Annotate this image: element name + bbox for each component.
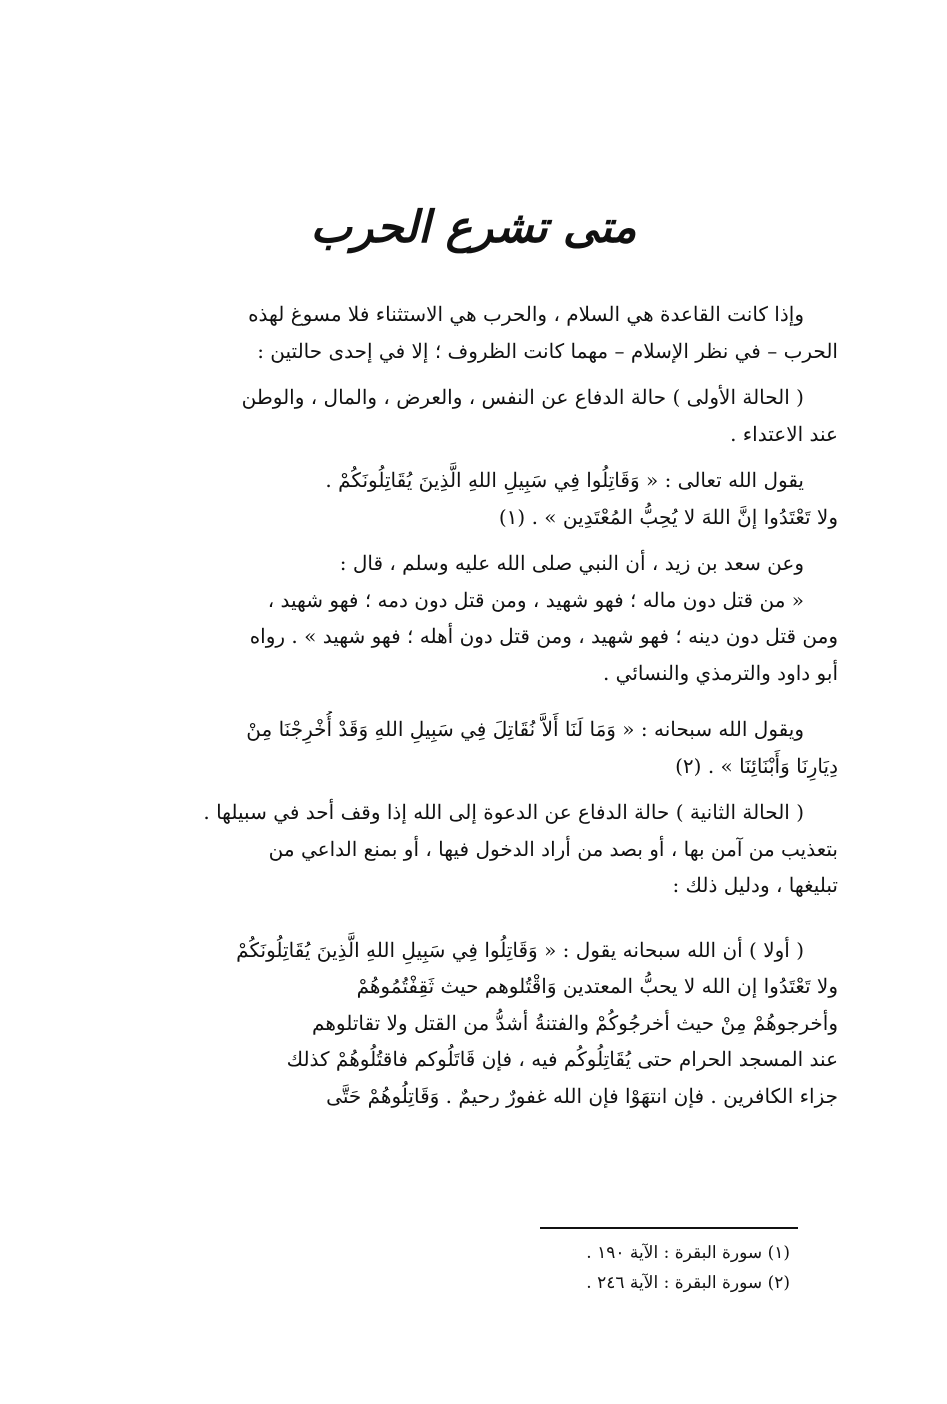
- text-line: ( أولا ) أن الله سبحانه يقول : « وَقَاتِلُوا فِي سَبِيلِ اللهِ الَّذِينَ يُقَاتِلُونَكُمْ: [236, 937, 804, 962]
- proof-paragraph: [118, 932, 838, 1115]
- text-line: وعن سعد بن زيد ، أن النبي صلى الله عليه وسلم ، قال :: [339, 551, 804, 575]
- text-line: بتعذيب من آمن بها ، أو بصد من أراد الدخول فيها ، أو بمنع الداعي من: [268, 836, 838, 861]
- case-one-paragraph: [118, 379, 838, 452]
- text-line: ( الحالة الأولى ) حالة الدفاع عن النفس ، والعرض ، والمال ، والوطن: [241, 385, 804, 409]
- case-two-paragraph: [118, 794, 838, 904]
- verse-two-paragraph: [118, 711, 838, 784]
- text-line: تبليغها ، ودليل ذلك :: [672, 873, 838, 897]
- text-line: عند المسجد الحرام حتى يُقَاتِلُوكُم فيه ، فإن قَاتَلُوكم فاقتُلُوهُمْ كذلك: [286, 1047, 838, 1071]
- page-title: متى تشرع الحرب: [310, 202, 637, 253]
- text-line: « من قتل دون ماله ؛ فهو شهيد ، ومن قتل دون دمه ؛ فهو شهيد ،: [267, 587, 804, 612]
- footnote-1: (١) سورة البقرة : الآية ١٩٠ .: [586, 1243, 790, 1263]
- text-line: ( الحالة الثانية ) حالة الدفاع عن الدعوة إلى الله إذا وقف أحد في سبيلها .: [203, 800, 804, 824]
- text-line: يقول الله تعالى : « وَقَاتِلُوا فِي سَبِيلِ اللهِ الَّذِينَ يُقَاتِلُونَكُمْ .: [325, 468, 804, 492]
- text-line: ومن قتل دون دينه ؛ فهو شهيد ، ومن قتل دون أهله ؛ فهو شهيد » . رواه: [249, 624, 838, 648]
- text-line: جزاء الكافرين . فإن انتهَوْا فإن الله غفورٌ رحيمٌ . وَقَاتِلُوهُمْ حَتَّى: [326, 1083, 838, 1108]
- text-line: وإذا كانت القاعدة هي السلام ، والحرب هي الاستثناء فلا مسوغ لهذه: [248, 302, 804, 326]
- text-line: دِيَارِنَا وَأَبْنَائِنَا » . (٢): [675, 753, 838, 778]
- body-text: [118, 296, 838, 1114]
- text-line: ويقول الله سبحانه : « وَمَا لَنَا أَلاَّ نُقَاتِلَ فِي سَبِيلِ اللهِ وَقَدْ أُخْرِجْنَا مِنْ: [246, 717, 804, 741]
- text-line: عند الاعتداء .: [730, 421, 838, 446]
- verse-one-paragraph: [118, 462, 838, 535]
- footnotes: [470, 1238, 790, 1298]
- footnote-divider: [540, 1227, 798, 1229]
- footnote-2: (٢) سورة البقرة : الآية ٢٤٦ .: [586, 1273, 790, 1293]
- text-line: ولا تَعْتَدُوا إن الله لا يحبُّ المعتدين وَاقْتُلوهم حيث ثَقِفْتُمُوهُمْ: [356, 974, 838, 998]
- text-line: أبو داود والترمذي والنسائي .: [602, 660, 838, 685]
- text-line: ولا تَعْتَدُوا إنَّ اللهَ لا يُحِبُّ المُعْتَدِين » . (١): [498, 504, 838, 529]
- text-line: وأخرجوهُمْ مِنْ حيث أخرجُوكُمْ والفتنةُ أشدُّ من القتل ولا تقاتلوهم: [312, 1010, 838, 1035]
- intro-paragraph: [118, 296, 838, 369]
- text-line: الحرب – في نظر الإسلام – مهما كانت الظروف ؛ إلا في إحدى حالتين :: [257, 338, 838, 363]
- hadith-paragraph: [118, 545, 838, 691]
